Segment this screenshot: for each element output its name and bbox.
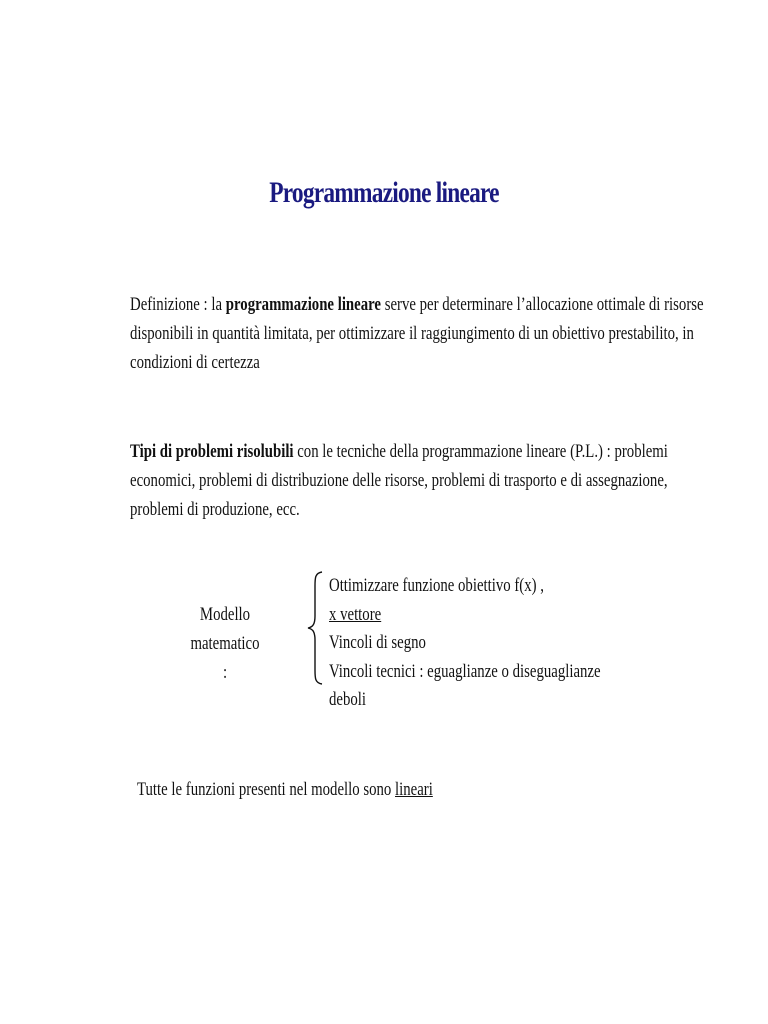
problems-term: Tipi di problemi risolubili (130, 442, 294, 462)
definition-line-3: condizioni di certezza (130, 353, 260, 373)
footer-text: Tutte le funzioni presenti nel modello sono (137, 780, 396, 800)
model-items (329, 572, 601, 715)
definition-label: Definizione : la (130, 295, 226, 315)
problems-line-1 (130, 438, 668, 467)
model-label-line-1: Modello (199, 605, 251, 625)
model-label-line-2: matematico : (190, 634, 260, 683)
definition-text-1: serve per determinare l’allocazione ottimale di risorse (381, 295, 704, 315)
problems-line-3: problemi di produzione, ecc. (130, 500, 300, 520)
model-item-objective (329, 572, 601, 629)
problems-paragraph (130, 438, 668, 525)
curly-brace-icon (306, 570, 328, 686)
definition-line-2: disponibili in quantità limitata, per ottimizzare il raggiungimento di un obiettivo prestabilito, in (130, 324, 694, 344)
definition-line-1 (130, 291, 704, 320)
model-item-technical-constraints: Vincoli tecnici : eguaglianze o diseguaglianze (329, 661, 601, 682)
model-item-sign-constraints: Vincoli di segno (329, 633, 426, 653)
model-label (189, 601, 261, 688)
footer-statement (137, 776, 433, 805)
page-title: Programmazione lineare (269, 176, 499, 209)
model-item-weak: deboli (329, 690, 366, 710)
definition-term: programmazione lineare (225, 295, 381, 315)
footer-underlined: lineari (395, 780, 433, 800)
problems-line-2: economici, problemi di distribuzione delle risorse, problemi di trasporto e di assegnazione, (130, 471, 668, 491)
model-item-objective-underlined: x vettore (329, 604, 382, 625)
problems-text-1: con le tecniche della programmazione lineare (P.L.) : problemi (293, 442, 668, 462)
model-item-objective-text: Ottimizzare funzione obiettivo f(x) , (329, 576, 544, 596)
definition-paragraph (130, 291, 704, 378)
